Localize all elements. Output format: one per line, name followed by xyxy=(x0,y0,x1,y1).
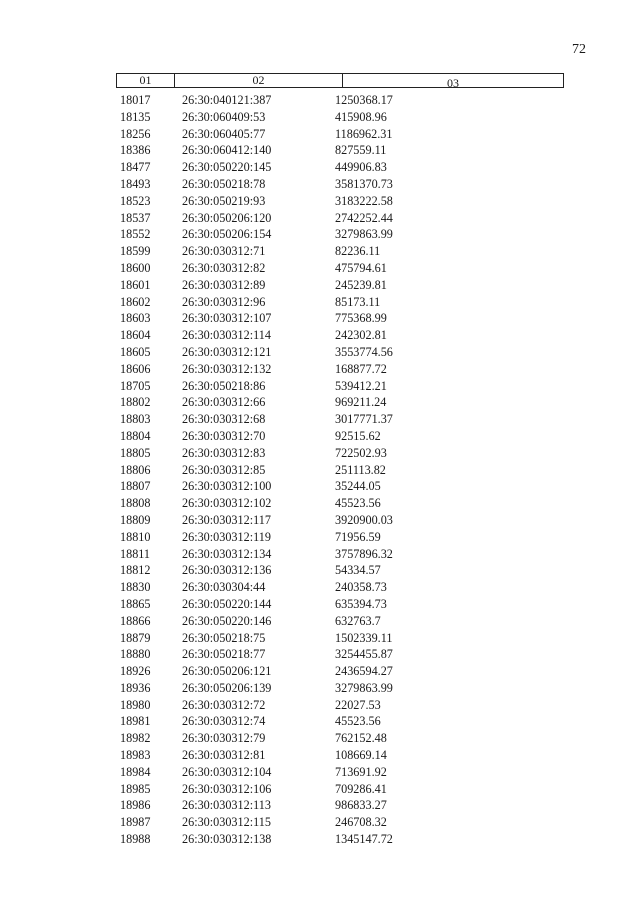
value-cell: 632763.7 xyxy=(335,613,381,628)
value-cell: 168877.72 xyxy=(335,361,387,376)
value-cell: 1250368.17 xyxy=(335,93,393,107)
value-cell: 475794.61 xyxy=(335,260,387,275)
cadastral-number-cell: 26:30:030312:100 xyxy=(182,479,272,494)
cadastral-number-cell: 26:30:030312:136 xyxy=(182,563,272,578)
table-row xyxy=(116,210,564,227)
value-cell: 986833.27 xyxy=(335,798,387,813)
table-row xyxy=(116,294,564,311)
cadastral-number-cell: 26:30:030312:96 xyxy=(182,294,266,309)
table-row xyxy=(116,646,564,663)
row-number-cell: 18811 xyxy=(120,546,151,561)
value-cell: 245239.81 xyxy=(335,277,387,292)
row-number-cell: 18804 xyxy=(120,428,151,443)
row-number-cell: 18812 xyxy=(120,563,151,578)
row-number-cell: 18256 xyxy=(120,126,151,141)
row-number-cell: 18523 xyxy=(120,193,151,208)
row-number-cell: 18599 xyxy=(120,244,151,259)
cadastral-number-cell: 26:30:050206:154 xyxy=(182,227,272,242)
table-row xyxy=(116,814,564,831)
row-number-cell: 18830 xyxy=(120,580,151,595)
table-row xyxy=(116,142,564,159)
row-number-cell: 18807 xyxy=(120,479,151,494)
table-row xyxy=(116,713,564,730)
table-row xyxy=(116,730,564,747)
data-table xyxy=(116,73,564,848)
cadastral-number-cell: 26:30:030312:74 xyxy=(182,714,266,729)
row-number-cell: 18606 xyxy=(120,361,151,376)
table-row xyxy=(116,512,564,529)
cadastral-number-cell: 26:30:030312:113 xyxy=(182,798,271,813)
table-row xyxy=(116,176,564,193)
row-number-cell: 18809 xyxy=(120,512,151,527)
cadastral-number-cell: 26:30:030312:82 xyxy=(182,260,266,275)
table-row xyxy=(116,697,564,714)
value-cell: 246708.32 xyxy=(335,815,387,830)
cadastral-number-cell: 26:30:030312:89 xyxy=(182,277,266,292)
row-number-cell: 18386 xyxy=(120,143,151,158)
column-header-03: 03 xyxy=(447,76,459,90)
page-number: 72 xyxy=(572,42,586,57)
cadastral-number-cell: 26:30:030312:106 xyxy=(182,781,272,796)
value-cell: 775368.99 xyxy=(335,311,387,326)
row-number-cell: 18605 xyxy=(120,344,151,359)
table-row xyxy=(116,663,564,680)
row-number-cell: 18985 xyxy=(120,781,151,796)
value-cell: 449906.83 xyxy=(335,160,387,175)
row-number-cell: 18604 xyxy=(120,328,151,343)
value-cell: 1186962.31 xyxy=(335,126,393,141)
cadastral-number-cell: 26:30:030312:134 xyxy=(182,546,272,561)
value-cell: 3254455.87 xyxy=(335,647,393,662)
cadastral-number-cell: 26:30:040121:387 xyxy=(182,93,272,107)
value-cell: 539412.21 xyxy=(335,378,387,393)
value-cell: 722502.93 xyxy=(335,445,387,460)
row-number-cell: 18602 xyxy=(120,294,151,309)
cadastral-number-cell: 26:30:050206:121 xyxy=(182,664,272,679)
row-number-cell: 18880 xyxy=(120,647,151,662)
cadastral-number-cell: 26:30:050220:145 xyxy=(182,160,272,175)
row-number-cell: 18805 xyxy=(120,445,151,460)
row-number-cell: 18806 xyxy=(120,462,151,477)
cadastral-number-cell: 26:30:030312:119 xyxy=(182,529,271,544)
value-cell: 709286.41 xyxy=(335,781,387,796)
table-row xyxy=(116,680,564,697)
table-row xyxy=(116,378,564,395)
row-number-cell: 18866 xyxy=(120,613,151,628)
value-cell: 3183222.58 xyxy=(335,193,393,208)
table-row xyxy=(116,310,564,327)
cadastral-number-cell: 26:30:030312:114 xyxy=(182,328,271,343)
table-row xyxy=(116,579,564,596)
value-cell: 3279863.99 xyxy=(335,227,393,242)
value-cell: 54334.57 xyxy=(335,563,381,578)
cadastral-number-cell: 26:30:030312:68 xyxy=(182,412,266,427)
row-number-cell: 18984 xyxy=(120,764,151,779)
table-row xyxy=(116,781,564,798)
row-number-cell: 18986 xyxy=(120,798,151,813)
value-cell: 3553774.56 xyxy=(335,344,393,359)
table-row xyxy=(116,260,564,277)
cadastral-number-cell: 26:30:060405:77 xyxy=(182,126,266,141)
cadastral-number-cell: 26:30:050220:146 xyxy=(182,613,272,628)
value-cell: 762152.48 xyxy=(335,731,387,746)
row-number-cell: 18600 xyxy=(120,260,151,275)
value-cell: 240358.73 xyxy=(335,580,387,595)
table-row xyxy=(116,109,564,126)
table-row xyxy=(116,277,564,294)
table-row xyxy=(116,478,564,495)
cadastral-number-cell: 26:30:060409:53 xyxy=(182,109,266,124)
table-row xyxy=(116,243,564,260)
table-row xyxy=(116,344,564,361)
table-row xyxy=(116,361,564,378)
table-row xyxy=(116,831,564,848)
value-cell: 82236.11 xyxy=(335,244,381,259)
cadastral-number-cell: 26:30:050206:120 xyxy=(182,210,272,225)
row-number-cell: 18982 xyxy=(120,731,151,746)
table-row xyxy=(116,394,564,411)
row-number-cell: 18537 xyxy=(120,210,151,225)
row-number-cell: 18926 xyxy=(120,664,151,679)
value-cell: 1502339.11 xyxy=(335,630,393,645)
cadastral-number-cell: 26:30:060412:140 xyxy=(182,143,272,158)
table-row xyxy=(116,546,564,563)
table-row xyxy=(116,529,564,546)
cadastral-number-cell: 26:30:030312:83 xyxy=(182,445,266,460)
value-cell: 108669.14 xyxy=(335,748,387,763)
table-row xyxy=(116,596,564,613)
value-cell: 2742252.44 xyxy=(335,210,393,225)
table-row xyxy=(116,428,564,445)
cadastral-number-cell: 26:30:030312:79 xyxy=(182,731,266,746)
row-number-cell: 18552 xyxy=(120,227,151,242)
value-cell: 1345147.72 xyxy=(335,832,393,847)
value-cell: 251113.82 xyxy=(335,462,386,477)
cadastral-number-cell: 26:30:030304:44 xyxy=(182,580,266,595)
value-cell: 242302.81 xyxy=(335,328,387,343)
table-header xyxy=(116,73,564,88)
value-cell: 3279863.99 xyxy=(335,680,393,695)
table-row xyxy=(116,327,564,344)
row-number-cell: 18865 xyxy=(120,596,151,611)
cadastral-number-cell: 26:30:030312:85 xyxy=(182,462,266,477)
table-row xyxy=(116,445,564,462)
row-number-cell: 18879 xyxy=(120,630,151,645)
row-number-cell: 18017 xyxy=(120,93,151,107)
table-row xyxy=(116,747,564,764)
cadastral-number-cell: 26:30:050218:75 xyxy=(182,630,266,645)
table-row xyxy=(116,92,564,109)
value-cell: 22027.53 xyxy=(335,697,381,712)
cadastral-number-cell: 26:30:030312:115 xyxy=(182,815,271,830)
cadastral-number-cell: 26:30:030312:132 xyxy=(182,361,272,376)
cadastral-number-cell: 26:30:030312:107 xyxy=(182,311,272,326)
table-row xyxy=(116,764,564,781)
value-cell: 85173.11 xyxy=(335,294,381,309)
value-cell: 3920900.03 xyxy=(335,512,393,527)
cadastral-number-cell: 26:30:030312:104 xyxy=(182,764,272,779)
row-number-cell: 18983 xyxy=(120,748,151,763)
value-cell: 827559.11 xyxy=(335,143,387,158)
value-cell: 3581370.73 xyxy=(335,176,393,191)
table-row xyxy=(116,495,564,512)
cadastral-number-cell: 26:30:030312:102 xyxy=(182,496,272,511)
table-row xyxy=(116,411,564,428)
value-cell: 415908.96 xyxy=(335,109,387,124)
row-number-cell: 18477 xyxy=(120,160,151,175)
table-row xyxy=(116,193,564,210)
cadastral-number-cell: 26:30:030312:70 xyxy=(182,428,266,443)
cadastral-number-cell: 26:30:050218:78 xyxy=(182,176,266,191)
value-cell: 969211.24 xyxy=(335,395,387,410)
value-cell: 2436594.27 xyxy=(335,664,393,679)
cadastral-number-cell: 26:30:030312:138 xyxy=(182,832,272,847)
value-cell: 3017771.37 xyxy=(335,412,393,427)
table-row xyxy=(116,159,564,176)
cadastral-number-cell: 26:30:030312:121 xyxy=(182,344,272,359)
cadastral-number-cell: 26:30:050219:93 xyxy=(182,193,266,208)
row-number-cell: 18601 xyxy=(120,277,151,292)
table-row xyxy=(116,126,564,143)
row-number-cell: 18808 xyxy=(120,496,151,511)
value-cell: 92515.62 xyxy=(335,428,381,443)
value-cell: 45523.56 xyxy=(335,496,381,511)
row-number-cell: 18987 xyxy=(120,815,151,830)
table-row xyxy=(116,462,564,479)
row-number-cell: 18493 xyxy=(120,176,151,191)
cadastral-number-cell: 26:30:030312:72 xyxy=(182,697,266,712)
row-number-cell: 18981 xyxy=(120,714,151,729)
table-row xyxy=(116,562,564,579)
value-cell: 3757896.32 xyxy=(335,546,393,561)
value-cell: 45523.56 xyxy=(335,714,381,729)
row-number-cell: 18988 xyxy=(120,832,151,847)
row-number-cell: 18936 xyxy=(120,680,151,695)
row-number-cell: 18803 xyxy=(120,412,151,427)
cadastral-number-cell: 26:30:050220:144 xyxy=(182,596,272,611)
column-header-02: 02 xyxy=(175,74,343,87)
table-row xyxy=(116,226,564,243)
cadastral-number-cell: 26:30:050206:139 xyxy=(182,680,272,695)
cadastral-number-cell: 26:30:050218:77 xyxy=(182,647,266,662)
table-row xyxy=(116,797,564,814)
row-number-cell: 18802 xyxy=(120,395,151,410)
row-number-cell: 18603 xyxy=(120,311,151,326)
cadastral-number-cell: 26:30:030312:66 xyxy=(182,395,266,410)
value-cell: 71956.59 xyxy=(335,529,381,544)
table-row xyxy=(116,613,564,630)
value-cell: 635394.73 xyxy=(335,596,387,611)
column-header-01: 01 xyxy=(117,74,175,87)
value-cell: 713691.92 xyxy=(335,764,387,779)
cadastral-number-cell: 26:30:030312:117 xyxy=(182,512,271,527)
row-number-cell: 18810 xyxy=(120,529,151,544)
value-cell: 35244.05 xyxy=(335,479,381,494)
cadastral-number-cell: 26:30:030312:71 xyxy=(182,244,266,259)
cadastral-number-cell: 26:30:030312:81 xyxy=(182,748,266,763)
row-number-cell: 18135 xyxy=(120,109,151,124)
row-number-cell: 18705 xyxy=(120,378,151,393)
table-body xyxy=(116,92,564,848)
table-row xyxy=(116,630,564,647)
cadastral-number-cell: 26:30:050218:86 xyxy=(182,378,266,393)
row-number-cell: 18980 xyxy=(120,697,151,712)
